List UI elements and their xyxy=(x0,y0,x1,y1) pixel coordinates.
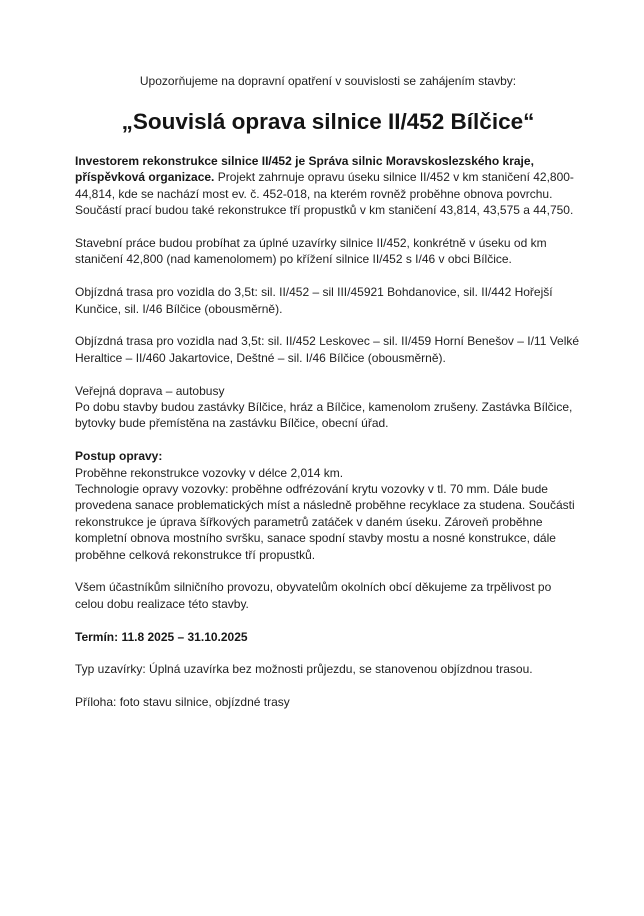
paragraph-detour-over-3-5t: Objízdná trasa pro vozidla nad 3,5t: sil. II/452 Leskovec – sil. II/459 Horní Benešov – I/11 Velké Heraltice – II/460 Jakartovice, Deštné – sil. I/46 Bílčice (obousměrně). xyxy=(75,334,580,365)
public-transport-heading: Veřejná doprava – autobusy xyxy=(75,383,225,398)
paragraph-detour-under-3-5t: Objízdná trasa pro vozidla do 3,5t: sil. II/452 – sil III/45921 Bohdanovice, sil. II/442 Hořejší Kunčice, sil. I/46 Bílčice (obousměrně). xyxy=(75,285,553,316)
procedure-body: Technologie opravy vozovky: proběhne odfrézování krytu vozovky v tl. 70 mm. Dále bude provedena sanace problematických míst a následně proběhne recyklace za studena. Součásti rekonstrukce je úprava šířkových parametrů zatáček v daném úseku. Zároveň proběhne kompletní obnova mostního svršku, sanace spodní stavby mostu a nosné konstrukce, dále proběhne celková rekonstrukce tří propustků. xyxy=(75,482,575,562)
paragraph-procedure xyxy=(75,448,581,563)
paragraph-closure-works: Stavební práce budou probíhat za úplné uzavírky silnice II/452, konkrétně v úseku od km staničení 42,800 (nad kamenolomem) po křížení silnice II/452 s I/46 v obci Bílčice. xyxy=(75,236,547,267)
investor-rest-text: Projekt zahrnuje opravu úseku silnice II/452 v km staničení 42,800-44,814, kde se nachází most ev. č. 452-018, na kterém rovněž proběhne obnova povrchu. Součástí prací budou také rekonstrukce tří propustků v km staničení 43,814, 43,575 a 44,750. xyxy=(75,170,574,218)
paragraph-public-transport xyxy=(75,383,581,432)
paragraph-term: Termín: 11.8 2025 – 31.10.2025 xyxy=(75,629,248,644)
paragraph-investor xyxy=(75,153,581,219)
public-transport-body: Po dobu stavby budou zastávky Bílčice, hráz a Bílčice, kamenolom zrušeny. Zastávka Bílčice, bytovky bude přemístěna na zastávku Bílčice, obecní úřad. xyxy=(75,400,573,431)
document-content xyxy=(75,74,581,727)
paragraph-closure-type: Typ uzavírky: Úplná uzavírka bez možnosti průjezdu, se stanovenou objízdnou trasou. xyxy=(75,662,533,677)
paragraph-thanks: Všem účastníkům silničního provozu, obyvatelům okolních obcí děkujeme za trpělivost po celou dobu realizace této stavby. xyxy=(75,580,552,611)
intro-line: Upozorňujeme na dopravní opatření v souvislosti se zahájením stavby: xyxy=(139,74,517,88)
paragraph-attachment: Příloha: foto stavu silnice, objízdné trasy xyxy=(75,695,290,710)
procedure-line1: Proběhne rekonstrukce vozovky v délce 2,014 km. xyxy=(75,465,344,480)
page-title: „Souvislá oprava silnice II/452 Bílčice“ xyxy=(121,109,535,134)
procedure-heading: Postup opravy: xyxy=(75,449,163,464)
investor-bold-text: Investorem rekonstrukce silnice II/452 je Správa silnic Moravskoslezského kraje, příspěvková organizace. xyxy=(75,154,534,185)
